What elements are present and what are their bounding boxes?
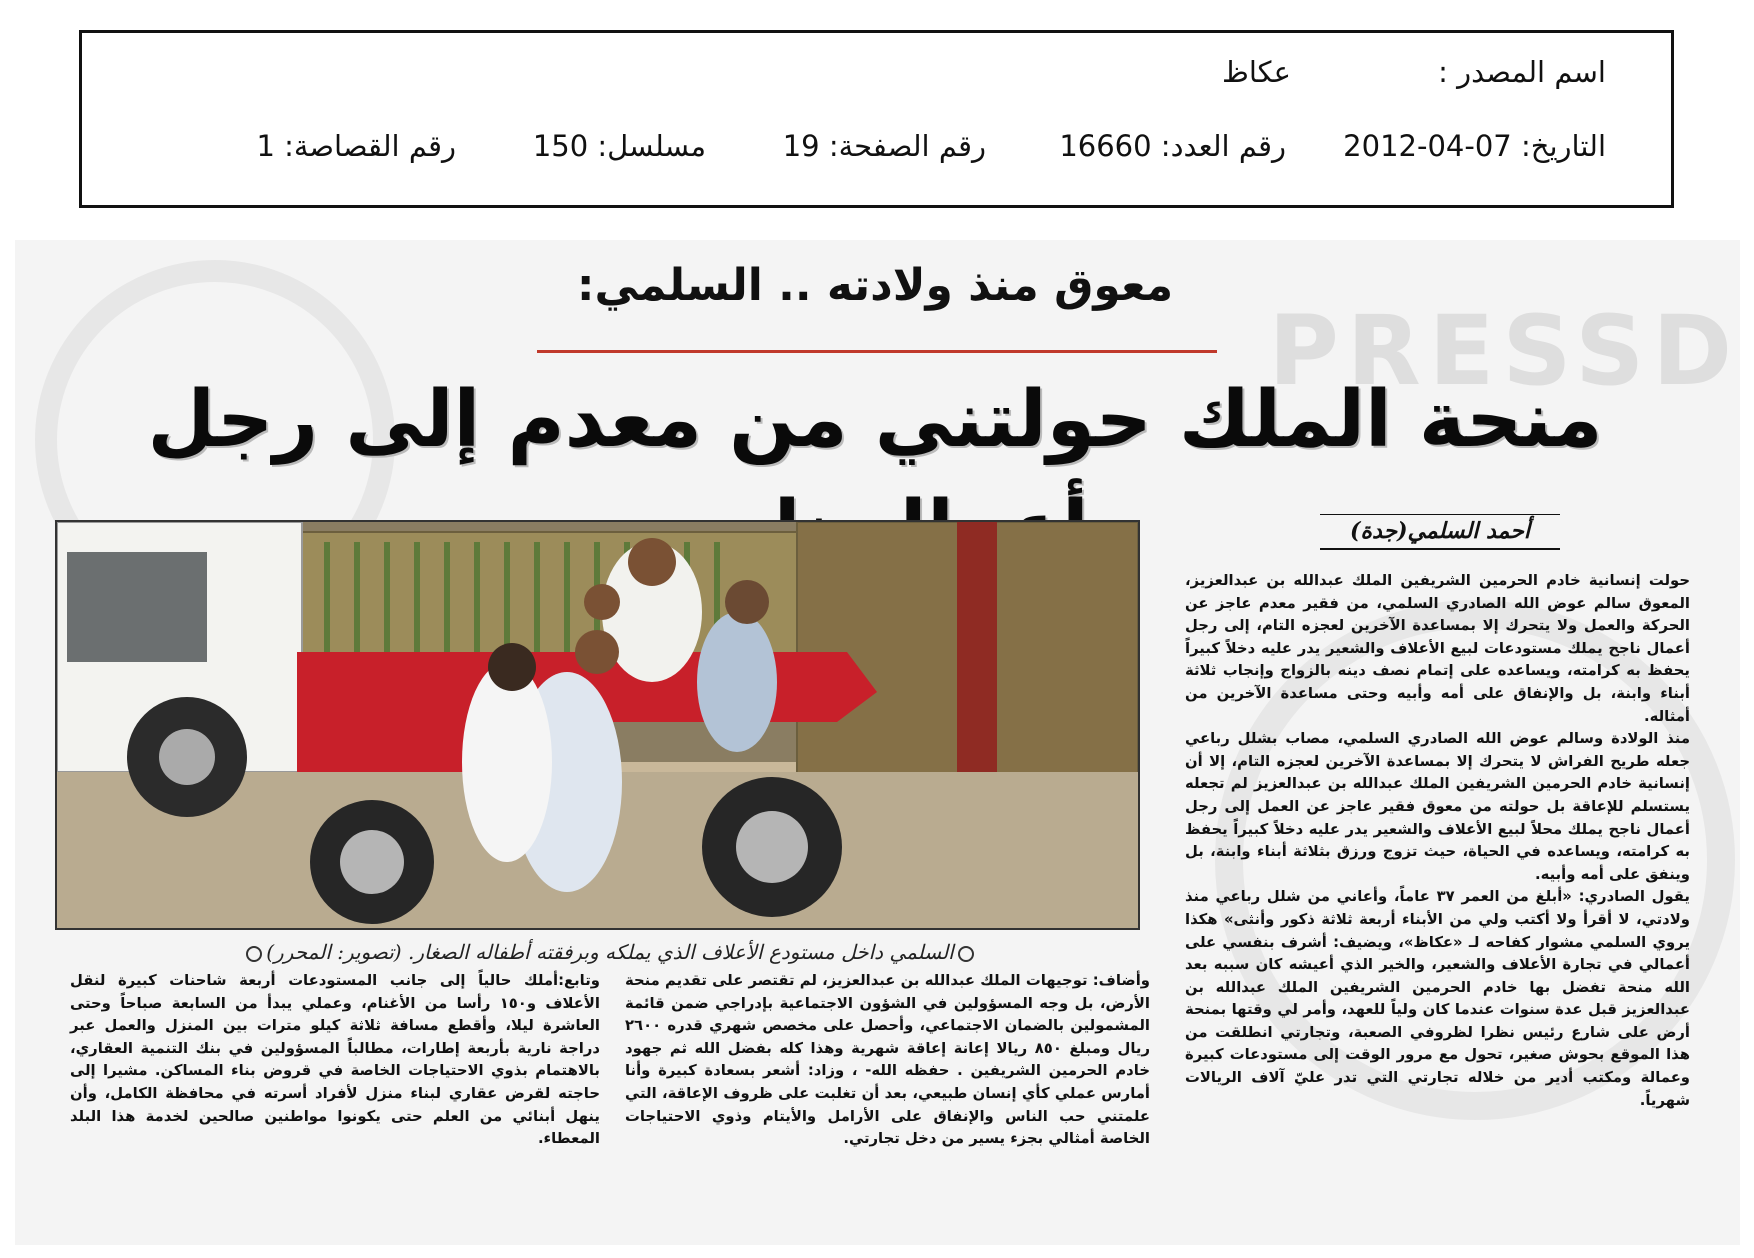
article-kicker: معوق منذ ولادته .. السلمي: xyxy=(576,260,1174,311)
family-atv-photo xyxy=(57,522,1138,928)
bullet-icon xyxy=(958,946,974,962)
date-item: التاريخ: 07-04-2012 xyxy=(1343,129,1606,163)
article-byline: أحمد السلمي(جدة) xyxy=(1320,518,1560,550)
page-number-item: رقم الصفحة: 19 xyxy=(782,129,986,163)
bullet-icon xyxy=(246,946,262,962)
paragraph: وأضاف: توجيهات الملك عبدالله بن عبدالعزيز، لم تقتصر على تقديم منحة الأرض، بل وجه المسؤولين في الشؤون الاجتماعية بإدراجي ضمن قائمة المشمولين بالضمان الاجتماعي، وأحصل على مخصص شهري قدره ٢٦٠٠ ريال ومبلغ ٨٥٠ ريالا إعانة إعاقة شهرية وهذا كله بفضل الله ثم جهود خادم الحرمين الشريفين . حفظه الله- ، وزاد: أشعر بسعادة كبيرة وأنا أمارس عملي كأي إنسان طبيعي، بعد أن تغلبت على ظروف الإعاقة، التي علمتني حب الناس والإنفاق على الأرامل والأيتام وذوي الاحتياجات الخاصة أمثالي بجزء يسير من دخل تجارتي. xyxy=(625,972,1150,1148)
paragraph: حولت إنسانية خادم الحرمين الشريفين الملك عبدالله بن عبدالعزيز، المعوق سالم عوض الله الصادري السلمي، من فقير معدم عاجز عن الحركة والعمل ولا يتحرك إلا بمساعدة الآخرين لعجزه التام، إلى رجل أعمال ناجح يملك مستودعات لبيع الأعلاف والشعير يدر عليه دخلاً كبيراً يحفظ به كرامته، ويساعده على إتمام نصف دينه بالزواج وإنجاب ثلاثة أبناء وابنة، بل والإنفاق على أمه وأبيه وحتى مساعدة الآخرين من أمثاله. xyxy=(1185,572,1690,725)
byline-rule xyxy=(1320,514,1560,515)
paragraph: يقول الصادري: «أبلغ من العمر ٣٧ عاماً، وأعاني من شلل رباعي منذ ولادتي، لا أقرأ ولا أكتب ولي من الأبناء أربعة ثلاثة ذكور وأنثى» هكذا يروي السلمي مشوار كفاحه لـ «عكاظ»، ويضيف: أشرف بنفسي على أعمالي في تجارة الأعلاف والشعير، والخير الذي أعيشه كان سببه بعد الله منحة تفضل بها خادم الحرمين الشريفين الملك عبدالله بن عبدالعزيز قبل عدة سنوات عندما كان ولياً للعهد، وأمر لي وقتها بمنحة أرض على شارع رئيس نظرا لظروفي الصعبة، وتجارتي انطلقت من هذا الموقع بحوش صغير، تحول مع مرور الوقت إلى مستودعات كبيرة وعمالة ومكتب أدير من خلاله تجارتي التي تدر عليّ آلاف الريالات شهرياً. xyxy=(1185,888,1690,1109)
source-info-box xyxy=(79,30,1674,208)
article-photo xyxy=(55,520,1140,930)
column-middle xyxy=(625,970,1150,1151)
caption-text: السلمي داخل مستودع الأعلاف الذي يملكه وبرفقته أطفاله الصغار. (تصوير: المحرر) xyxy=(266,940,954,964)
clipping-number-item: رقم القصاصة: 1 xyxy=(256,129,456,163)
issue-number-item: رقم العدد: 16660 xyxy=(1059,129,1286,163)
source-value: عكاظ xyxy=(1222,55,1291,89)
serial-item: مسلسل: 150 xyxy=(532,129,706,163)
watermark-text: PRESSD xyxy=(1268,295,1740,407)
paragraph: منذ الولادة وسالم عوض الله الصادري السلمي، مصاب بشلل رباعي جعله طريح الفراش لا يتحرك إلا بمساعدة الآخرين لعجزه التام، إلا أن إنسانية خادم الحرمين الشريفين الملك عبدالله بن عبدالعزيز لم تجعله يستسلم للإعاقة بل حولته من معوق فقير عاجز عن العمل إلى رجل أعمال ناجح يملك محلاً لبيع الأعلاف والشعير يدر عليه دخلاً كبيراً يحفظ به كرامته، ويساعده في الحياة، حيث تزوج ورزق بثلاثة أبناء وابنة، بل وينفق على أمه وأبيه. xyxy=(1185,730,1690,883)
article-clipping xyxy=(15,240,1740,1245)
paragraph: وتابع:أملك حالياً إلى جانب المستودعات أربعة شاحنات كبيرة لنقل الأعلاف و١٥٠ رأسا من الأغنام، وعملي يبدأ من السابعة صباحاً وحتى العاشرة ليلا، وأقطع مسافة ثلاثة كيلو مترات بين المنزل والعمل عبر دراجة نارية بأربعة إطارات، مطالباً المسؤولين في بنك التنمية العقاري، بالاهتمام بذوي الاحتياجات الخاصة في قروض بناء المساكن. مشيرا إلى حاجته لقرض عقاري لبناء منزل لأفراد أسرته في محافظة الكامل، وأن ينهل أبنائي من العلم حتى يكونوا مواطنين صالحين لخدمة هذا البلد المعطاء. xyxy=(70,972,600,1148)
column-right xyxy=(1185,570,1690,1112)
column-left xyxy=(70,970,600,1151)
article-headline: منحة الملك حولتني من معدم إلى رجل xyxy=(147,375,1603,465)
source-label: اسم المصدر : xyxy=(1438,55,1606,89)
photo-caption xyxy=(130,940,1090,964)
kicker-underline xyxy=(537,350,1217,353)
